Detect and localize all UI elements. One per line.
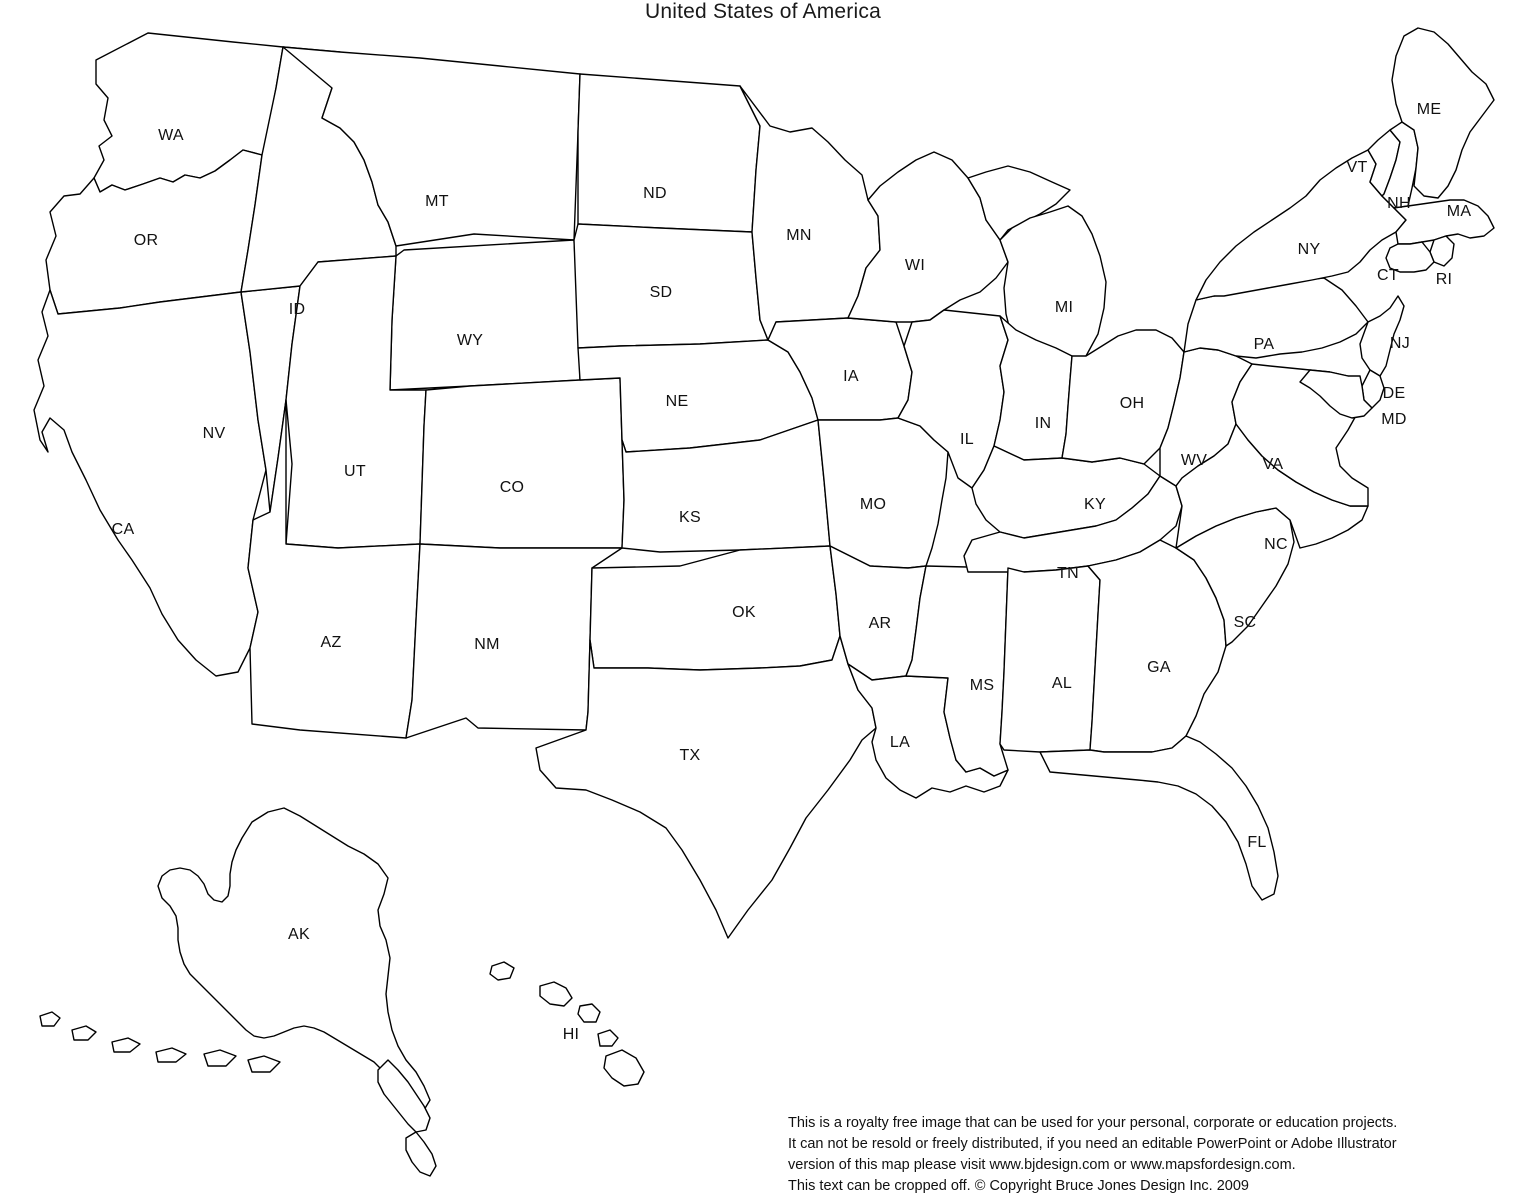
state-shape-nd xyxy=(578,74,760,232)
state-label-ms: MS xyxy=(969,677,995,694)
state-label-hi: HI xyxy=(562,1026,580,1043)
state-label-nh: NH xyxy=(1387,195,1411,212)
state-shape-hi-3 xyxy=(578,1004,600,1022)
state-label-tx: TX xyxy=(679,747,701,764)
credit-line-2: It can not be resold or freely distributed, if you need an editable PowerPoint or Adobe Illustrator xyxy=(788,1136,1397,1152)
credit-line-4: This text can be cropped off. © Copyright Bruce Jones Design Inc. 2009 xyxy=(788,1178,1249,1194)
state-label-ok: OK xyxy=(732,604,756,621)
state-label-co: CO xyxy=(499,479,525,496)
state-label-ia: IA xyxy=(843,368,859,385)
state-label-ny: NY xyxy=(1297,241,1321,258)
state-shape-ak-island-6 xyxy=(248,1056,280,1072)
state-label-mn: MN xyxy=(786,227,812,244)
state-label-or: OR xyxy=(133,232,159,249)
state-shape-ak-island-4 xyxy=(156,1048,186,1062)
state-label-ga: GA xyxy=(1147,659,1171,676)
state-shape-ak-island-2 xyxy=(72,1026,96,1040)
page-title: United States of America xyxy=(645,0,881,23)
state-label-nc: NC xyxy=(1264,536,1288,553)
credit-block xyxy=(788,1113,1508,1197)
state-shape-ak-island-3 xyxy=(112,1038,140,1052)
state-shape-hi-1 xyxy=(490,962,514,980)
state-label-nm: NM xyxy=(474,636,500,653)
state-label-sc: SC xyxy=(1233,614,1257,631)
state-label-wv: WV xyxy=(1180,452,1208,469)
state-shape-hi-4 xyxy=(598,1030,618,1046)
state-label-me: ME xyxy=(1416,101,1442,118)
state-label-wa: WA xyxy=(158,127,184,144)
state-label-mt: MT xyxy=(425,193,449,210)
state-label-mi: MI xyxy=(1054,299,1074,316)
state-label-in: IN xyxy=(1034,415,1052,432)
state-label-ks: KS xyxy=(679,509,701,526)
state-label-az: AZ xyxy=(320,634,342,651)
state-label-nj: NJ xyxy=(1389,335,1411,352)
state-shape-co xyxy=(420,378,624,548)
state-label-mo: MO xyxy=(859,496,887,513)
credit-line-3: version of this map please visit www.bjdesign.com or www.mapsfordesign.com. xyxy=(788,1157,1296,1173)
state-shape-al xyxy=(1000,566,1100,752)
state-shape-ak-island-5 xyxy=(204,1050,236,1066)
state-label-de: DE xyxy=(1382,385,1406,402)
state-label-la: LA xyxy=(889,734,911,751)
state-label-ky: KY xyxy=(1084,496,1106,513)
state-shape-wy xyxy=(390,240,580,390)
state-shape-fl xyxy=(1040,736,1278,900)
state-label-oh: OH xyxy=(1119,395,1145,412)
state-label-nd: ND xyxy=(643,185,667,202)
state-label-vt: VT xyxy=(1346,159,1368,176)
state-label-ar: AR xyxy=(868,615,892,632)
state-label-tn: TN xyxy=(1057,565,1079,582)
state-label-ri: RI xyxy=(1435,271,1453,288)
state-label-ma: MA xyxy=(1446,203,1472,220)
state-label-nv: NV xyxy=(202,425,226,442)
state-label-id: ID xyxy=(288,301,306,318)
state-shape-ok xyxy=(590,546,840,670)
state-label-ca: CA xyxy=(111,521,135,538)
state-label-ct: CT xyxy=(1377,267,1399,284)
state-label-sd: SD xyxy=(649,284,673,301)
state-shape-hi-2 xyxy=(540,982,572,1006)
state-shape-ca xyxy=(34,290,266,676)
state-label-ak: AK xyxy=(288,926,310,943)
state-label-wi: WI xyxy=(904,257,926,274)
state-label-al: AL xyxy=(1051,675,1073,692)
state-label-ut: UT xyxy=(344,463,366,480)
state-label-va: VA xyxy=(1262,456,1284,473)
state-label-md: MD xyxy=(1381,411,1407,428)
state-label-pa: PA xyxy=(1253,336,1275,353)
credit-line-1: This is a royalty free image that can be used for your personal, corporate or education projects. xyxy=(788,1115,1398,1131)
state-shape-ak-panhandle-2 xyxy=(406,1132,436,1176)
state-shape-hi-5 xyxy=(604,1050,644,1086)
state-label-il: IL xyxy=(960,431,974,448)
state-shape-mo xyxy=(818,418,948,568)
state-label-ne: NE xyxy=(665,393,689,410)
state-label-wy: WY xyxy=(456,332,484,349)
state-shape-ak-island-1 xyxy=(40,1012,60,1026)
state-label-fl: FL xyxy=(1247,834,1267,851)
